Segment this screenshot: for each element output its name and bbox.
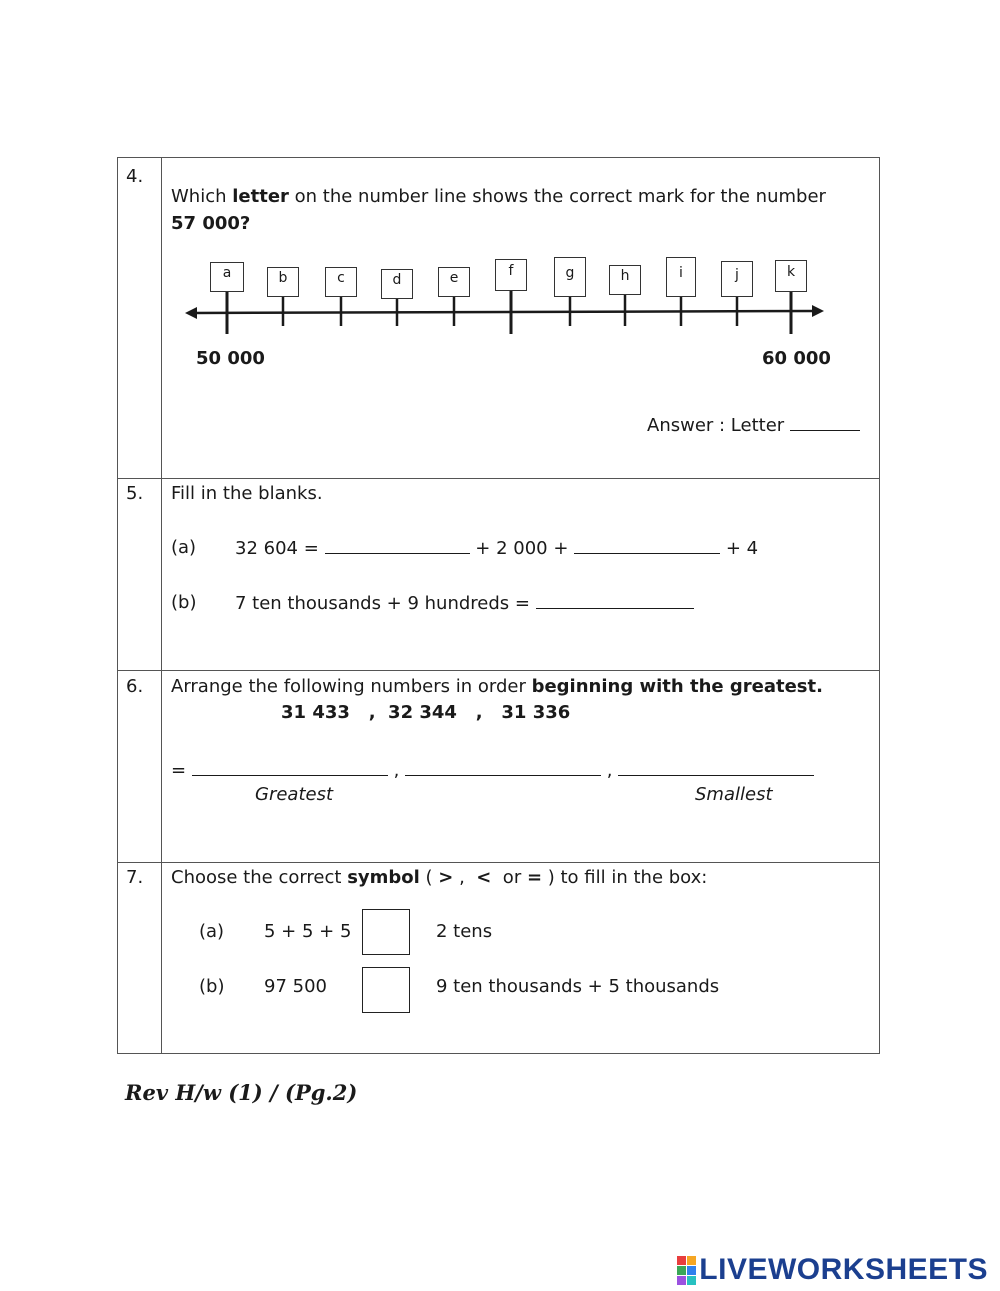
- q4-target-number: 57 000?: [171, 213, 251, 234]
- page-footer: Rev H/w (1) / (Pg.2): [125, 1080, 358, 1105]
- number-line-label-d: d: [381, 269, 413, 299]
- q7-instruction: Choose the correct symbol ( > , < or = ) to fill in the box:: [171, 867, 708, 888]
- q7b-symbol-box[interactable]: [362, 967, 410, 1013]
- q5b-label: (b): [171, 592, 197, 613]
- q7-number: 7.: [126, 867, 144, 888]
- q5-instruction: Fill in the blanks.: [171, 483, 323, 504]
- number-line-label-k: k: [775, 260, 807, 292]
- q6-numbers: 31 433 , 32 344 , 31 336: [281, 702, 571, 723]
- q5a-blank-1[interactable]: [325, 537, 470, 554]
- q6-blank-1[interactable]: [192, 759, 388, 776]
- q5a-equation: 32 604 = + 2 000 + + 4: [235, 538, 759, 559]
- q6-answer-row: = , ,: [171, 759, 814, 781]
- q6-blank-3[interactable]: [618, 759, 814, 776]
- q4-answer-blank[interactable]: [790, 414, 860, 431]
- q7b-left-expression: 97 500: [264, 976, 327, 997]
- number-line-left-arrow: [185, 307, 197, 319]
- q5-number: 5.: [126, 483, 144, 504]
- number-line-axis: [192, 311, 818, 313]
- q4-answer-line: Answer : Letter: [647, 414, 860, 436]
- number-line-label-c: c: [325, 267, 357, 297]
- q7a-label: (a): [199, 921, 225, 942]
- q7b-right-expression: 9 ten thousands + 5 thousands: [436, 976, 720, 997]
- q6-smallest-label: Smallest: [695, 784, 773, 805]
- number-line-label-h: h: [609, 265, 641, 295]
- q7a-symbol-box[interactable]: [362, 909, 410, 955]
- q4-question: Which letter on the number line shows the correct mark for the number: [171, 186, 826, 207]
- number-line-label-f: f: [495, 259, 527, 291]
- q7a-right-expression: 2 tens: [436, 921, 493, 942]
- number-line-right-arrow: [812, 305, 824, 317]
- logo-blocks-icon: [677, 1256, 696, 1285]
- q5a-label: (a): [171, 537, 197, 558]
- q7a-left-expression: 5 + 5 + 5: [264, 921, 352, 942]
- number-line-label-i: i: [666, 257, 696, 297]
- q6-instruction: Arrange the following numbers in order beginning with the greatest.: [171, 676, 823, 697]
- number-line-start-label: 50 000: [196, 348, 265, 369]
- q7b-label: (b): [199, 976, 225, 997]
- q6-greatest-label: Greatest: [255, 784, 334, 805]
- q5b-blank[interactable]: [536, 592, 694, 609]
- q4-number: 4.: [126, 166, 144, 187]
- number-line-label-e: e: [438, 267, 470, 297]
- q5a-blank-2[interactable]: [574, 537, 720, 554]
- liveworksheets-logo: [677, 1253, 988, 1287]
- number-line-end-label: 60 000: [762, 348, 831, 369]
- number-line-label-j: j: [721, 261, 753, 297]
- brand-name: LIVEWORKSHEETS: [699, 1253, 988, 1286]
- q6-number: 6.: [126, 676, 144, 697]
- q6-blank-2[interactable]: [405, 759, 601, 776]
- number-line-label-g: g: [554, 257, 586, 297]
- number-line-label-b: b: [267, 267, 299, 297]
- q5b-equation: 7 ten thousands + 9 hundreds =: [235, 592, 694, 614]
- number-line-label-a: a: [210, 262, 244, 292]
